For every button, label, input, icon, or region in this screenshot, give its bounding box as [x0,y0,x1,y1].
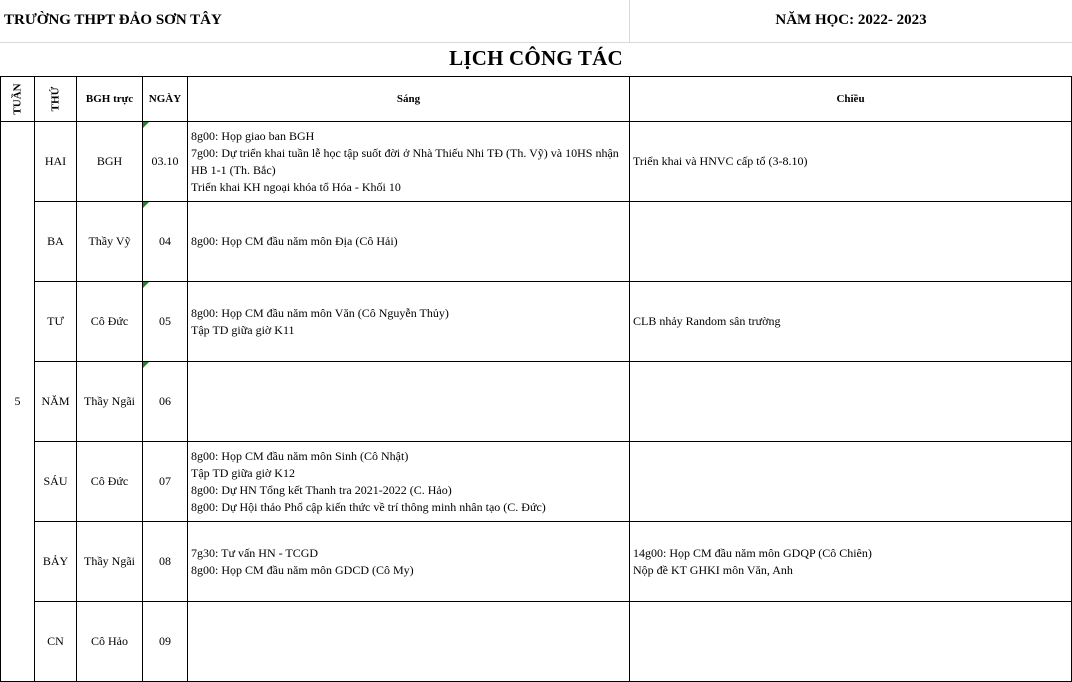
afternoon-cell [630,442,1072,522]
afternoon-cell [630,282,1072,362]
morning-cell [188,362,630,442]
col-header-date: NGÀY [143,77,188,122]
date-label: 06 [159,394,171,408]
morning-entry: 8g00: Họp CM đầu năm môn Địa (Cô Hải) [191,234,398,248]
comment-marker-icon [143,122,149,128]
morning-entry: Tập TD giữa giờ K12 [191,465,295,480]
date-label: 08 [159,554,171,568]
morning-cell [188,282,630,362]
page-title: LỊCH CÔNG TÁC [449,46,623,70]
date-label: 04 [159,234,171,248]
morning-entry: 7g00: Dự triển khai tuần lễ học tập suốt đời ở Nhà Thiếu Nhi TĐ (Th. Vỹ) và 10HS nhận HB 1-1 (Th. Bắc) [191,145,619,177]
morning-entry: 8g00: Dự HN Tổng kết Thanh tra 2021-2022 (C. Hảo) [191,482,452,497]
date-label: 03.10 [151,154,179,168]
morning-entry: Triển khai KH ngoại khóa tổ Hóa - Khối 10 [191,179,401,194]
morning-entry: 7g30: Tư vấn HN - TCGD [191,545,319,560]
date-cell [143,522,188,602]
table-row [1,602,1072,682]
duty-cell: Thầy Ngãi [77,522,143,602]
morning-entry: 8g00: Họp giao ban BGH [191,128,315,143]
afternoon-cell [630,602,1072,682]
afternoon-entry: 14g00: Họp CM đầu năm môn GDQP (Cô Chiên) [633,545,872,560]
col-header-morning: Sáng [188,77,630,122]
date-cell [143,442,188,522]
table-row [1,362,1072,442]
school-year: NĂM HỌC: 2022- 2023 [775,12,927,28]
week-number: 5 [1,122,35,682]
table-row [1,282,1072,362]
afternoon-cell [630,362,1072,442]
table-header-row [1,77,1072,122]
morning-cell [188,602,630,682]
weekday-cell: TƯ [35,282,77,362]
table-row [1,522,1072,602]
col-header-afternoon: Chiều [630,77,1072,122]
document-header [0,0,1072,43]
date-label: 07 [159,474,171,488]
morning-cell [188,122,630,202]
duty-cell: Cô Đức [77,282,143,362]
morning-entry: 8g00: Dự Hội thảo Phổ cập kiến thức về trí thông minh nhân tạo (C. Đức) [191,499,546,514]
col-header-duty: BGH trực [77,77,143,122]
duty-cell: Thầy Vỹ [77,202,143,282]
morning-cell [188,202,630,282]
weekday-cell: SÁU [35,442,77,522]
morning-entry: 8g00: Họp CM đầu năm môn Sinh (Cô Nhật) [191,448,409,463]
weekday-cell: NĂM [35,362,77,442]
date-label: 05 [159,314,171,328]
col-header-weekday: THỨ [35,77,77,122]
duty-cell: Cô Đức [77,442,143,522]
table-row [1,442,1072,522]
date-cell [143,362,188,442]
duty-cell: Thầy Ngãi [77,362,143,442]
morning-entry: 8g00: Họp CM đầu năm môn GDCD (Cô My) [191,562,414,577]
date-cell [143,122,188,202]
morning-cell [188,442,630,522]
date-label: 09 [159,634,171,648]
morning-entry: 8g00: Họp CM đầu năm môn Văn (Cô Nguyễn Thủy) [191,305,449,320]
weekday-cell: BẢY [35,522,77,602]
afternoon-entry: Nộp đề KT GHKI môn Văn, Anh [633,562,793,577]
table-row [1,202,1072,282]
comment-marker-icon [143,282,149,288]
afternoon-entry: CLB nhảy Random sân trường [633,314,781,328]
col-header-week: TUẦN [1,77,35,122]
duty-cell: BGH [77,122,143,202]
afternoon-entry: Triển khai và HNVC cấp tổ (3-8.10) [633,154,808,168]
comment-marker-icon [143,202,149,208]
weekday-cell: CN [35,602,77,682]
morning-cell [188,522,630,602]
afternoon-cell [630,522,1072,602]
afternoon-cell [630,202,1072,282]
weekday-cell: BA [35,202,77,282]
school-name: TRƯỜNG THPT ĐẢO SƠN TÂY [4,12,222,28]
afternoon-cell [630,122,1072,202]
weekday-cell: HAI [35,122,77,202]
date-cell [143,282,188,362]
date-cell [143,602,188,682]
date-cell [143,202,188,282]
duty-cell: Cô Hảo [77,602,143,682]
table-row [1,122,1072,202]
morning-entry: Tập TD giữa giờ K11 [191,322,295,337]
comment-marker-icon [143,362,149,368]
schedule-table [0,76,1071,682]
